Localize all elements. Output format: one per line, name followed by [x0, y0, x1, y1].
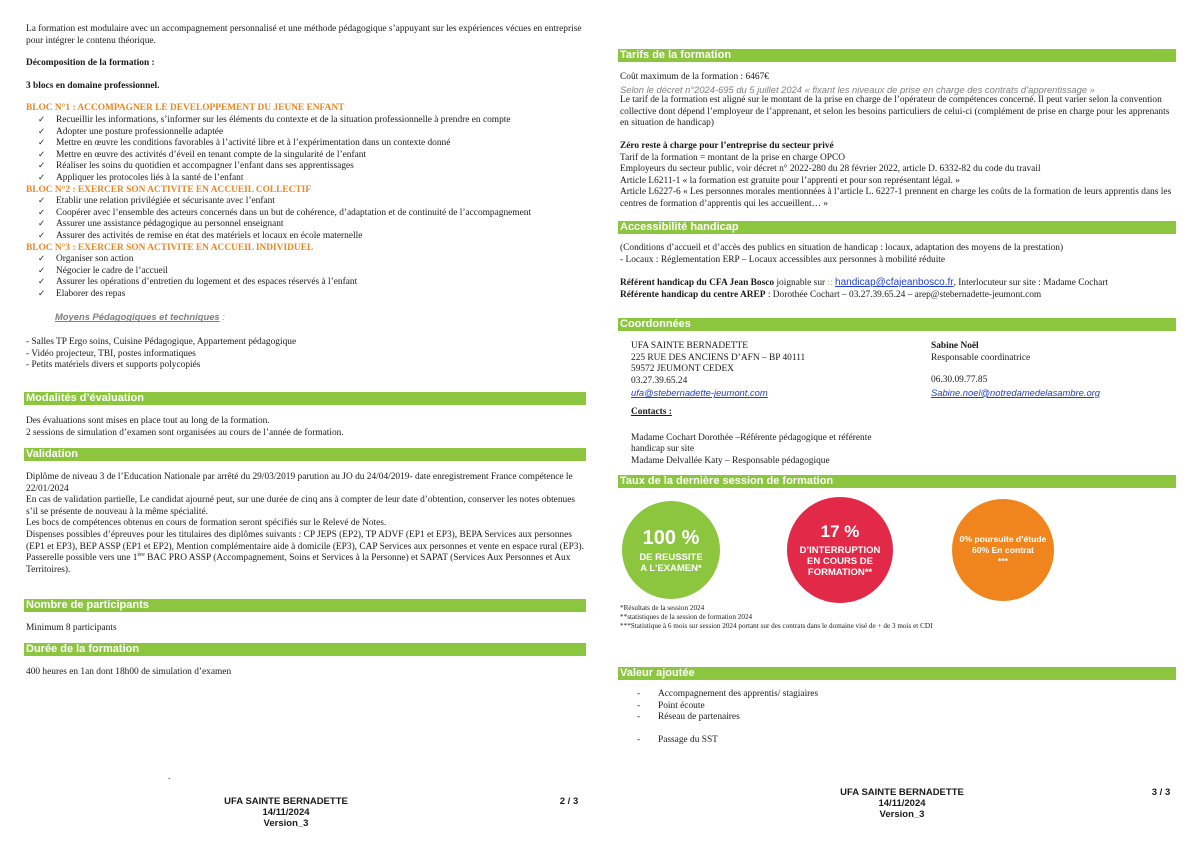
decomposition-title: Décomposition de la formation :	[26, 58, 155, 69]
moyens-title: Moyens Pédagogiques et techniques	[55, 311, 220, 323]
participants-text: Minimum 8 participants	[26, 623, 117, 633]
validation-p3: Les bocs de compétences obtenus en cours de formation seront spécifiés sur le Relevé de Notes.	[26, 518, 387, 529]
access-ref1: Référent handicap du CFA Jean Bosco joignable sur :: handicap@cfajeanbosco.fr, Interlocuteur sur site : Madame Cochart	[620, 277, 1108, 289]
validation-section	[26, 472, 588, 576]
list-item: ✓ Assurer les opérations d’entretien du logement et des espaces réservés à l’enfant	[38, 277, 358, 288]
interruption-rate-value: 17 %	[820, 522, 860, 541]
access-l2: - Locaux : Réglementation ERP – Locaux accessibles aux personnes à mobilité réduite	[620, 254, 946, 265]
footer-version: Version_3	[879, 809, 925, 820]
list-item: ✓ Recueillir les informations, s’informer sur les éléments du contexte et de la situation professionnelle à prendre en compte	[38, 114, 511, 125]
interruption-rate-label: D’INTERRUPTION	[799, 545, 881, 556]
intro-text: La formation est modulaire avec un accompagnement personnalisé et une méthode pédagogique s’appuyant sur les expériences vécues en entreprise pour intégrer le contenu théorique.	[26, 24, 582, 46]
list-item: - Point écoute	[637, 700, 705, 711]
interruption-rate-circle	[787, 497, 893, 603]
success-rate-label: DE REUSSITE	[639, 551, 703, 563]
check-icon: ✓	[38, 149, 46, 160]
modalites-header: Modalités d’évaluation	[24, 392, 586, 405]
footer-org: UFA SAINTE BERNADETTE	[224, 796, 348, 807]
list-item: ✓ Assurer des activités de remise en état des matériels et locaux en école maternelle	[38, 230, 363, 241]
footnote: **statistiques de la session de formation 2024	[620, 613, 753, 621]
person-role: Responsable coordinatrice	[931, 352, 1031, 363]
valeur-list	[637, 689, 1137, 746]
list-item: ✓ Mettre en œuvre les conditions favorables à l’activité libre et à l’expérimentation dans un contexte donné	[38, 138, 451, 149]
person-phone: 06.30.09.77.85	[931, 375, 988, 386]
right-footer	[812, 787, 992, 820]
check-icon: ✓	[38, 161, 46, 172]
coord-address	[631, 341, 911, 467]
list-item: ✓ Organiser son action	[38, 254, 134, 265]
validation-header: Validation	[24, 448, 586, 461]
check-icon: ✓	[38, 138, 46, 149]
validation-p2: En cas de validation partielle, Le candidat ajourné peut, sur une durée de cinq ans à compter de leur date d’obtention, conserver les notes obtenues s’il se présente de nouveau à la même spécialité.	[26, 495, 576, 517]
check-icon: ✓	[38, 277, 46, 288]
tarifs-section	[620, 72, 1176, 211]
bloc3-list	[26, 254, 588, 300]
footnote: *Résultats de la session 2024	[620, 604, 705, 612]
address-line: UFA SAINTE BERNADETTE	[631, 341, 749, 351]
tarifs-cout: Coût maximum de la formation : 6467€	[620, 72, 769, 82]
coord-header: Coordonnées	[618, 318, 1176, 331]
ufa-email-link[interactable]: ufa@stebernadette-jeumont.com	[631, 387, 768, 399]
poursuite-label: 0% poursuite d’étude	[959, 533, 1047, 544]
list-item: - Accompagnement des apprentis/ stagiaires	[637, 689, 819, 699]
access-section	[620, 243, 1176, 301]
list-item: ✓ Mettre en œuvre des activités d’éveil en tenant compte de la singularité de l’enfant	[38, 149, 367, 160]
poursuite-label: ***	[997, 555, 1009, 566]
list-item: ✓ Assurer une assistance pédagogique au personnel enseignant	[38, 219, 284, 230]
bloc1-list	[26, 115, 588, 185]
left-footer	[196, 796, 376, 829]
modalites-line: Des évaluations sont mises en place tout au long de la formation.	[26, 416, 270, 426]
tarifs-l4: Article L6227-6 « Les personnes morales mentionnées à l’article L. 6227-1 prennent en charge les coûts de la formation de leurs apprentis dans les centres de formation d’apprentis qui les accueillent… »	[620, 187, 1172, 209]
check-icon: ✓	[38, 230, 46, 241]
bloc3-title: BLOC N°3 : EXERCER SON ACTIVITE EN ACCUEIL INDIVIDUEL	[26, 242, 314, 253]
success-rate-circle	[622, 501, 720, 599]
footer-date: 14/11/2024	[878, 798, 926, 809]
bloc1-title: BLOC N°1 : ACCOMPAGNER LE DEVELOPPEMENT DU JEUNE ENFANT	[26, 103, 345, 114]
check-icon: ✓	[38, 126, 46, 137]
list-item: ✓ Elaborer des repas	[38, 288, 126, 299]
success-rate-value: 100 %	[642, 526, 700, 549]
validation-p4: Dispenses possibles d’épreuves pour les titulaires des diplômes suivants : CP JEPS (EP2), TP ADVF (EP1 et EP3), BEPA Services aux personnes (EP1 et EP3), BEP ASSP (EP1 et EP2), Mention complémentaire aide à domicile (EP3), CAP Services aux personnes et vente en espace rural (EP3).	[26, 529, 584, 552]
footer-version: Version_3	[263, 818, 309, 829]
taux-header: Taux de la dernière session de formation	[618, 475, 1176, 488]
participants-header: Nombre de participants	[24, 599, 586, 612]
list-item: - Salles TP Ergo soins, Cuisine Pédagogique, Appartement pédagogique	[26, 337, 297, 348]
validation-p5: Passerelle possible vers une 1ère BAC PRO ASSP (Accompagnement, Soins et Services à la Personne) et SAPAT (Services Aux Personnes et Aux Territoires).	[26, 552, 571, 575]
duree-header: Durée de la formation	[24, 643, 586, 656]
bloc2-list	[26, 196, 588, 242]
modalites-section	[26, 416, 588, 439]
list-item: ✓ Adopter une posture professionnelle adaptée	[38, 126, 224, 137]
check-icon: ✓	[38, 114, 46, 125]
list-item: ✓ Etablir une relation privilégiée et sécurisante avec l’enfant	[38, 196, 275, 207]
tarifs-header: Tarifs de la formation	[618, 49, 1176, 62]
stray-dot: .	[168, 772, 171, 782]
list-item: - Passage du SST	[637, 734, 718, 745]
tarifs-zero: Zéro reste à charge pour l’entreprise du secteur privé	[620, 140, 834, 151]
tarifs-decret: Selon le décret n°2024-695 du 5 juillet 2024 « fixant les niveaux de prise en charge des contrats d’apprentissage »	[620, 83, 1095, 95]
check-icon: ✓	[38, 196, 46, 207]
contact-line: Madame Cochart Dorothée –Référente pédagogique et référente	[631, 432, 872, 443]
tarifs-l1: Tarif de la formation = montant de la prise en charge OPCO	[620, 152, 845, 163]
taux-notes	[620, 604, 1176, 631]
person-name: Sabine Noël	[931, 341, 979, 351]
modalites-line: 2 sessions de simulation d’examen sont organisées au cours de l’année de formation.	[26, 427, 344, 438]
footer-date: 14/11/2024	[262, 807, 310, 818]
check-icon: ✓	[38, 207, 46, 218]
coord-person	[931, 341, 1176, 398]
left-page-number: 2 / 3	[559, 796, 579, 807]
tarifs-l3: Article L6211-1 « la formation est gratuite pour l’apprenti et pour son représentant légal. »	[620, 175, 960, 186]
check-icon: ✓	[38, 172, 46, 183]
moyens-list	[26, 337, 588, 372]
contact-line: handicap sur site	[631, 444, 695, 455]
access-ref2: Référente handicap du centre AREP : Dorothée Cochart – 03.27.39.65.24 – arep@stebernadette-jeumont.com	[620, 289, 1042, 300]
poursuite-label: 60% En contrat	[971, 544, 1035, 555]
access-header: Accessibilité handicap	[618, 221, 1176, 234]
check-icon: ✓	[38, 265, 46, 276]
poursuite-circle	[952, 499, 1054, 601]
person-email-link[interactable]: Sabine.noel@notredamedelasambre.org	[931, 386, 1100, 398]
tarifs-p1: Le tarif de la formation est aligné sur le montant de la prise en charge de l’opérateur de compétences concerné. Il peut varier selon la convention collective dont dépend l’employeur de l’apprenant, et selon les besoins particuliers de celui-ci (complément de prise en charge pour les apprenants en situation de handicap)	[620, 95, 1170, 129]
access-l1: (Conditions d’accueil et d’accès des publics en situation de handicap : locaux, adaptation des moyens de la prestation)	[620, 243, 1064, 253]
list-item: ✓ Réaliser les soins du quotidien et accompagner l’enfant dans ses apprentissages	[38, 161, 354, 172]
list-item: - Vidéo projecteur, TBI, postes informatiques	[26, 348, 196, 359]
footer-org: UFA SAINTE BERNADETTE	[840, 787, 964, 798]
list-item: ✓ Négocier le cadre de l’accueil	[38, 265, 168, 276]
left-page	[26, 24, 588, 372]
interruption-rate-label: FORMATION**	[807, 567, 873, 578]
address-line: 225 RUE DES ANCIENS D’AFN – BP 40111	[631, 352, 806, 363]
address-line: 03.27.39.65.24	[631, 375, 688, 386]
blocs-title: 3 blocs en domaine professionnel.	[26, 80, 160, 91]
check-icon: ✓	[38, 288, 46, 299]
address-line: 59572 JEUMONT CEDEX	[631, 364, 734, 375]
interruption-rate-label: EN COURS DE	[807, 556, 873, 567]
tarifs-l2: Employeurs du secteur public, voir décret n° 2022-280 du 28 février 2022, article D. 6332-82 du code du travail	[620, 164, 1041, 175]
list-item: - Petits matériels divers et supports polycopiés	[26, 360, 201, 371]
contact-line: Madame Delvallée Katy – Responsable pédagogique	[631, 455, 830, 466]
handicap-email-link[interactable]: handicap@cfajeanbosco.fr	[835, 277, 954, 289]
success-rate-label: A L’EXAMEN*	[640, 562, 702, 574]
check-icon: ✓	[38, 219, 46, 230]
list-item: ✓ Coopérer avec l’ensemble des acteurs concernés dans un but de cohérence, d’adaptation et de continuité de l’accompagnement	[38, 207, 532, 218]
valeur-header: Valeur ajoutée	[618, 667, 1176, 680]
duree-text: 400 heures en 1an dont 18h00 de simulation d’examen	[26, 667, 232, 677]
moyens-heading	[26, 311, 588, 325]
list-item: - Réseau de partenaires	[637, 712, 740, 723]
right-page-number: 3 / 3	[1151, 787, 1171, 798]
footnote: ***Statistique à 6 mois sur session 2024 portant sur des contrats dans le domaine visé de + de 3 mois et CDI	[620, 622, 933, 630]
moyens-colon: :	[219, 311, 225, 323]
check-icon: ✓	[38, 254, 46, 265]
contacts-title: Contacts :	[631, 406, 672, 417]
validation-p1: Diplôme de niveau 3 de l’Education Nationale par arrêté du 29/03/2019 parution au JO du 24/04/2019- date enregistrement France compétence le 22/01/2024	[26, 472, 573, 494]
bloc2-title: BLOC N°2 : EXERCER SON ACTIVITE EN ACCUEIL COLLECTIF	[26, 184, 312, 195]
list-item: ✓ Appliquer les protocoles liés à la santé de l’enfant	[38, 172, 244, 183]
